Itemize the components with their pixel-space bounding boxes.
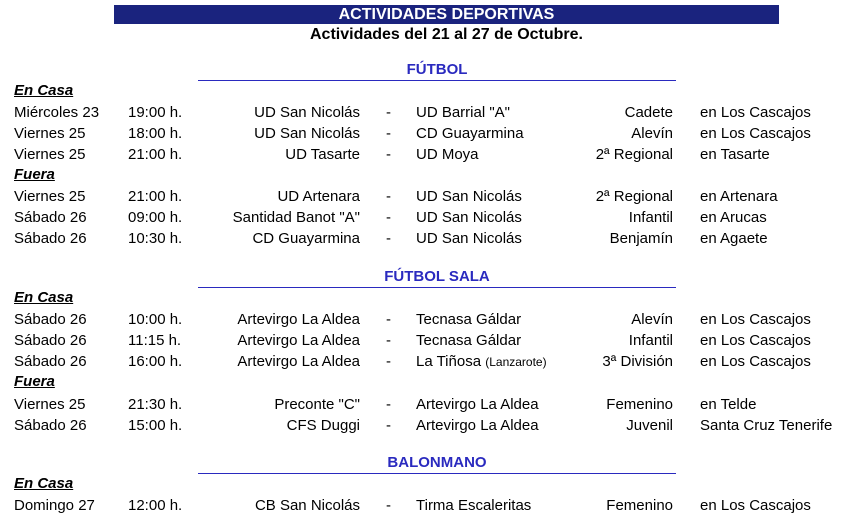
- fixture-row: [0, 228, 852, 249]
- section-divider: [198, 287, 676, 288]
- page-subtitle: Actividades del 21 al 27 de Octubre.: [310, 26, 583, 43]
- fixture-category: Cadete: [624, 104, 673, 121]
- fixture-home-team: Artevirgo La Aldea: [237, 353, 360, 370]
- fixture-day: Viernes 25: [14, 396, 86, 413]
- fixture-row: [0, 415, 852, 436]
- fixture-day: Sábado 26: [14, 417, 87, 434]
- fixture-category: 3ª División: [602, 353, 673, 370]
- fixture-category: Femenino: [606, 497, 673, 514]
- fixture-row: [0, 309, 852, 330]
- fixture-separator: -: [386, 104, 391, 121]
- fixture-time: 09:00 h.: [128, 209, 183, 226]
- section-title-futbol: FÚTBOL: [406, 61, 468, 78]
- fixture-separator: -: [386, 396, 391, 413]
- fixture-day: Sábado 26: [14, 311, 87, 328]
- fixture-venue: en Los Cascajos: [700, 332, 811, 349]
- fixture-home-team: CD Guayarmina: [252, 230, 360, 247]
- section-divider: [198, 80, 676, 81]
- fixture-row: [0, 495, 852, 516]
- fixture-venue: en Telde: [700, 396, 757, 413]
- fixture-day: Miércoles 23: [14, 104, 100, 121]
- fixture-day: Sábado 26: [14, 353, 87, 370]
- fixture-home-team: CFS Duggi: [286, 417, 360, 434]
- fixture-row: [0, 102, 852, 123]
- fixture-row: [0, 144, 852, 165]
- fixture-home-team: Artevirgo La Aldea: [237, 311, 360, 328]
- group-label-away: Fuera: [14, 373, 55, 390]
- section-title-balonmano: BALONMANO: [387, 454, 487, 471]
- fixture-away-team: La Tiñosa: [416, 353, 482, 370]
- fixture-venue: en Arucas: [700, 209, 767, 226]
- fixture-day: Viernes 25: [14, 125, 86, 142]
- fixture-time: 11:15 h.: [128, 332, 182, 349]
- fixture-away-team: UD Moya: [416, 146, 479, 163]
- fixture-category: Infantil: [628, 332, 673, 349]
- fixture-row: [0, 123, 852, 144]
- fixture-day: Domingo 27: [14, 497, 95, 514]
- fixture-separator: -: [386, 417, 391, 434]
- fixture-separator: -: [386, 230, 391, 247]
- fixture-day: Viernes 25: [14, 188, 86, 205]
- fixture-separator: -: [386, 311, 391, 328]
- fixture-venue: en Tasarte: [700, 146, 770, 163]
- fixture-away-team: UD San Nicolás: [416, 188, 522, 205]
- fixture-away-team: UD Barrial "A": [416, 104, 510, 121]
- fixture-away-team: CD Guayarmina: [416, 125, 524, 142]
- fixture-separator: -: [386, 497, 391, 514]
- fixture-separator: -: [386, 332, 391, 349]
- fixture-time: 21:30 h.: [128, 396, 183, 413]
- fixture-row: [0, 207, 852, 228]
- group-label-away: Fuera: [14, 166, 55, 183]
- fixture-row: [0, 351, 852, 372]
- fixture-venue: en Los Cascajos: [700, 353, 811, 370]
- fixture-separator: -: [386, 188, 391, 205]
- fixture-separator: -: [386, 209, 391, 226]
- fixture-category: 2ª Regional: [595, 188, 673, 205]
- fixture-away-team: Artevirgo La Aldea: [416, 417, 539, 434]
- fixture-away-team: Tecnasa Gáldar: [416, 332, 522, 349]
- fixture-home-team: UD San Nicolás: [254, 104, 360, 121]
- fixture-time: 10:00 h.: [128, 311, 183, 328]
- fixture-venue: Santa Cruz Tenerife: [700, 417, 833, 434]
- fixture-home-team: UD San Nicolás: [254, 125, 360, 142]
- fixture-time: 21:00 h.: [128, 146, 183, 163]
- fixture-home-team: CB San Nicolás: [254, 497, 360, 514]
- fixture-away-team-with-note: [416, 351, 547, 373]
- fixture-category: 2ª Regional: [595, 146, 673, 163]
- fixture-day: Sábado 26: [14, 230, 87, 247]
- fixture-venue: en Los Cascajos: [700, 104, 811, 121]
- fixture-row: [0, 394, 852, 415]
- fixture-separator: -: [386, 353, 391, 370]
- fixture-away-team: Tirma Escaleritas: [416, 497, 532, 514]
- fixture-row: [0, 186, 852, 207]
- fixture-home-team: UD Tasarte: [285, 146, 360, 163]
- fixture-away-team: UD San Nicolás: [416, 230, 522, 247]
- fixture-away-team: Artevirgo La Aldea: [416, 396, 539, 413]
- fixture-separator: -: [386, 125, 391, 142]
- fixture-category: Femenino: [606, 396, 673, 413]
- fixture-time: 19:00 h.: [128, 104, 183, 121]
- fixture-category: Benjamín: [609, 230, 673, 247]
- fixture-home-team: Santidad Banot "A": [232, 209, 360, 226]
- fixture-category: Alevín: [631, 311, 673, 328]
- fixture-row: [0, 330, 852, 351]
- fixture-venue: en Los Cascajos: [700, 311, 811, 328]
- fixture-time: 16:00 h.: [128, 353, 183, 370]
- fixture-category: Juvenil: [626, 417, 673, 434]
- fixture-away-team: UD San Nicolás: [416, 209, 522, 226]
- fixture-day: Sábado 26: [14, 209, 87, 226]
- group-label-home: En Casa: [14, 289, 74, 306]
- fixture-time: 18:00 h.: [128, 125, 183, 142]
- fixture-away-note: (Lanzarote): [485, 355, 547, 369]
- fixture-venue: en Agaete: [700, 230, 768, 247]
- fixture-venue: en Artenara: [700, 188, 778, 205]
- group-label-home: En Casa: [14, 82, 74, 99]
- fixture-venue: en Los Cascajos: [700, 497, 811, 514]
- section-title-futbol-sala: FÚTBOL SALA: [384, 268, 490, 285]
- fixture-separator: -: [386, 146, 391, 163]
- fixture-time: 15:00 h.: [128, 417, 183, 434]
- fixture-time: 10:30 h.: [128, 230, 183, 247]
- fixture-day: Viernes 25: [14, 146, 86, 163]
- fixture-away-team: Tecnasa Gáldar: [416, 311, 522, 328]
- group-label-home: En Casa: [14, 475, 74, 492]
- fixture-venue: en Los Cascajos: [700, 125, 811, 142]
- page-title: ACTIVIDADES DEPORTIVAS: [114, 5, 779, 24]
- fixture-home-team: Artevirgo La Aldea: [237, 332, 360, 349]
- fixture-time: 12:00 h.: [128, 497, 183, 514]
- fixture-category: Infantil: [628, 209, 673, 226]
- section-divider: [198, 473, 676, 474]
- fixture-time: 21:00 h.: [128, 188, 183, 205]
- fixture-home-team: UD Artenara: [277, 188, 360, 205]
- fixture-day: Sábado 26: [14, 332, 87, 349]
- fixture-category: Alevín: [631, 125, 673, 142]
- fixture-home-team: Preconte "C": [274, 396, 360, 413]
